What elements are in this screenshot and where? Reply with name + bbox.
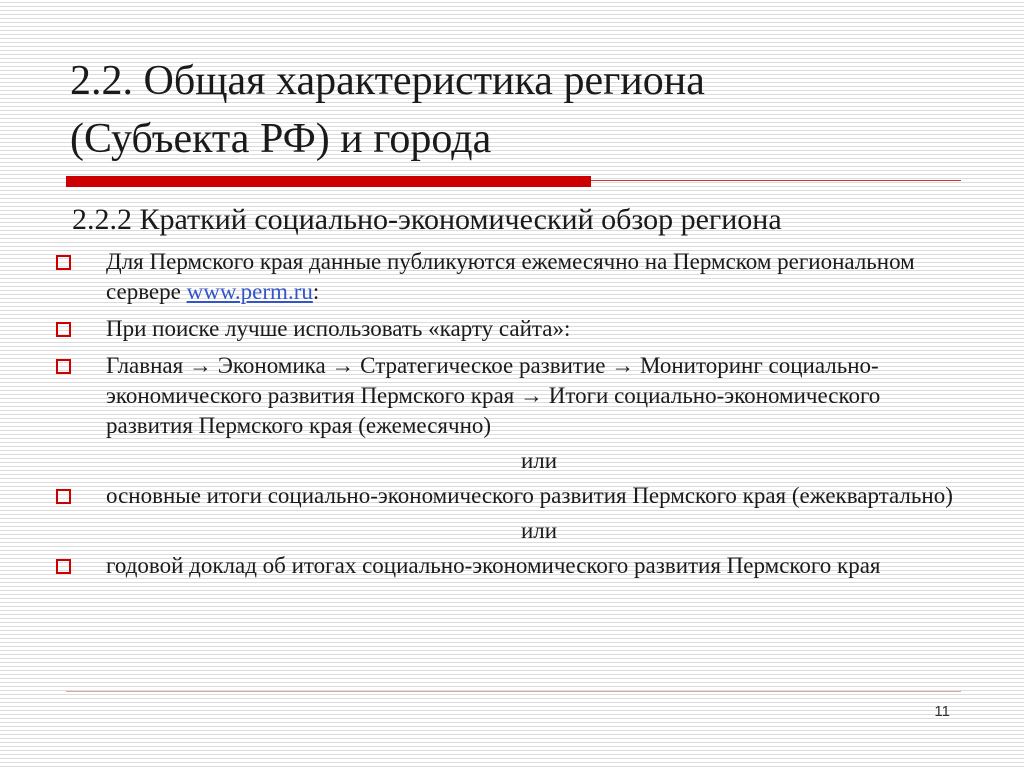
square-bullet-icon [56,559,71,574]
list-item [54,551,972,581]
list-item [54,247,972,307]
list-item-text: годовой доклад об итогах социально-экономического развития Пермского края [106,553,881,578]
square-bullet-icon [56,489,71,504]
slide-subtitle: 2.2.2 Краткий социально-экономический обзор региона [72,203,782,236]
bullet-list [54,247,972,588]
list-item [54,351,972,441]
list-item [54,481,972,511]
slide-title-line-2: (Субъекта РФ) и города [70,116,492,162]
list-item-text: При поиске лучше использовать «карту сайта»: [106,316,571,341]
square-bullet-icon [56,359,71,374]
page-number: 11 [934,703,950,720]
perm-ru-link[interactable]: www.perm.ru [186,279,313,304]
footer-divider-line [66,691,961,692]
list-item-text: основные итоги социально-экономического развития Пермского края (ежеквартально) [106,483,953,508]
list-item-text: Главная → Экономика → Стратегическое развитие → Мониторинг социально-экономического развития Пермского края → Итоги социально-экономического развития Пермского края (ежемесячно) [106,353,881,438]
slide-title-line-1: 2.2. Общая характеристика региона [70,58,705,104]
title-divider-line [591,180,961,181]
slide-title [70,52,970,168]
separator-or: или [520,448,558,473]
separator-or: или [520,518,558,543]
square-bullet-icon [56,255,71,270]
title-accent-bar [66,176,591,187]
square-bullet-icon [56,322,71,337]
list-item [54,314,972,344]
list-item-text: Для Пермского края данные публикуются ежемесячно на Пермском региональном сервере www.perm.ru: [106,249,915,304]
